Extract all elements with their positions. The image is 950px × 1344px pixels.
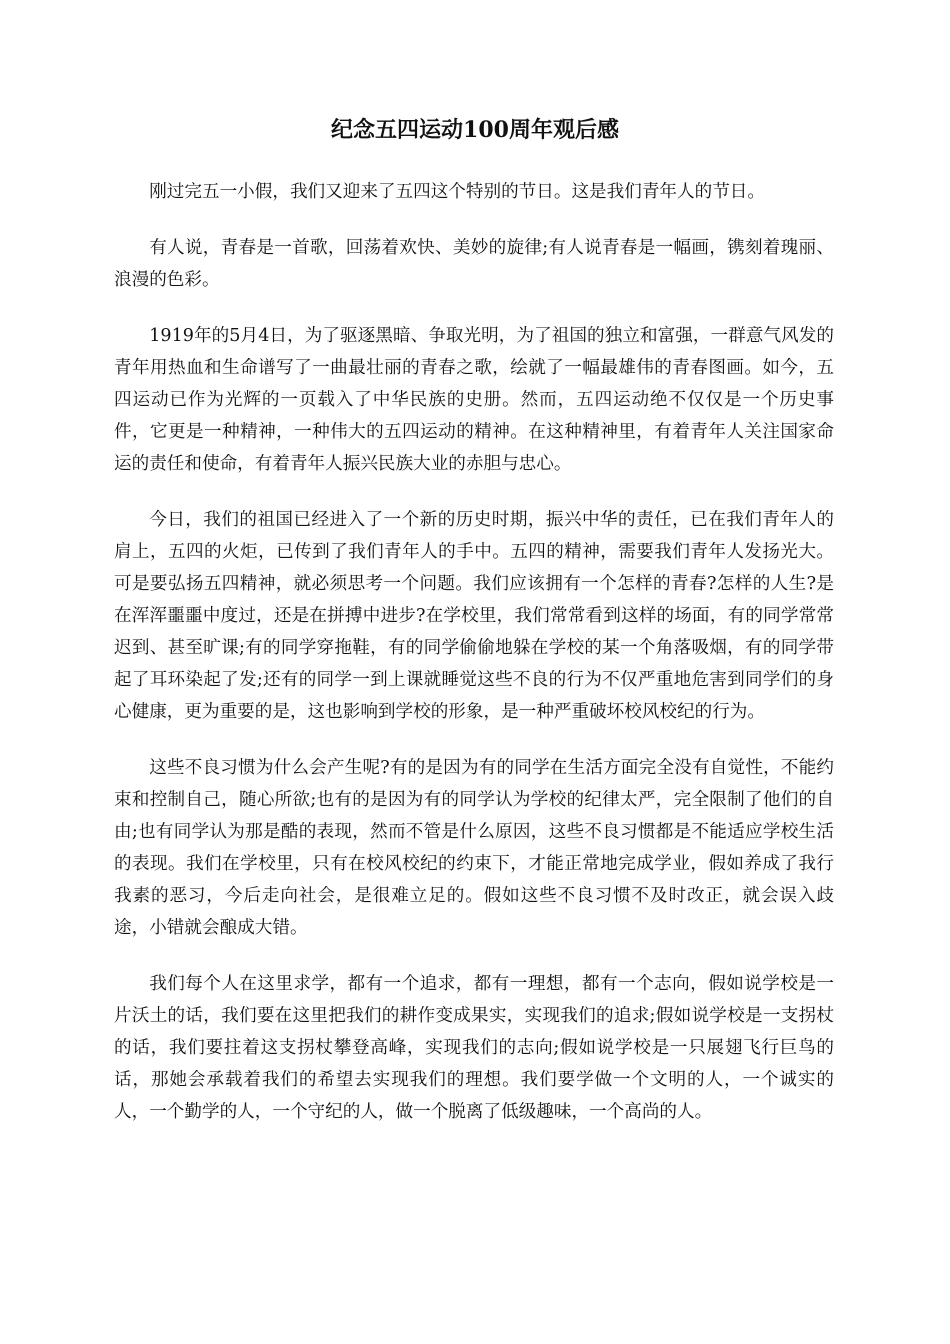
paragraph-1: 刚过完五一小假，我们又迎来了五四这个特别的节日。这是我们青年人的节日。	[149, 182, 765, 202]
paragraph-2: 有人说，青春是一首歌，回荡着欢快、美妙的旋律;有人说青春是一幅画，镌刻着瑰丽、浪漫的色彩。	[114, 238, 834, 290]
paragraph-3: 1919年的5月4日，为了驱逐黑暗、争取光明，为了祖国的独立和富强，一群意气风发的青年用热血和生命谱写了一曲最壮丽的青春之歌，绘就了一幅最雄伟的青春图画。如今，五四运动已作为光辉的一页载入了中华民族的史册。然而，五四运动绝不仅仅是一个历史事件，它更是一种精神，一种伟大的五四运动的精神。在这种精神里，有着青年人关注国家命运的责任和使命，有着青年人振兴民族大业的赤胆与忠心。	[114, 326, 834, 474]
document-title: 纪念五四运动100周年观后感	[331, 117, 619, 143]
paragraph-4: 今日，我们的祖国已经进入了一个新的历史时期，振兴中华的责任，已在我们青年人的肩上，五四的火炬，已传到了我们青年人的手中。五四的精神，需要我们青年人发扬光大。可是要弘扬五四精神，就必须思考一个问题。我们应该拥有一个怎样的青春?怎样的人生?是在浑浑噩噩中度过，还是在拼搏中进步?在学校里，我们常常看到这样的场面，有的同学常常迟到、甚至旷课;有的同学穿拖鞋，有的同学偷偷地躲在学校的某一个角落吸烟，有的同学带起了耳环染起了发;还有的同学一到上课就睡觉这些不良的行为不仅严重地危害到同学们的身心健康，更为重要的是，这也影响到学校的形象，是一种严重破坏校风校纪的行为。	[114, 510, 834, 722]
paragraph-5: 这些不良习惯为什么会产生呢?有的是因为有的同学在生活方面完全没有自觉性，不能约束和控制自己，随心所欲;也有的是因为有的同学认为学校的纪律太严，完全限制了他们的自由;也有同学认为那是酷的表现，然而不管是什么原因，这些不良习惯都是不能适应学校生活的表现。我们在学校里，只有在校风校纪的约束下，才能正常地完成学业，假如养成了我行我素的恶习，今后走向社会，是很难立足的。假如这些不良习惯不及时改正，就会误入歧途，小错就会酿成大错。	[114, 758, 834, 938]
paragraph-6: 我们每个人在这里求学，都有一个追求，都有一理想，都有一个志向，假如说学校是一片沃土的话，我们要在这里把我们的耕作变成果实，实现我们的追求;假如说学校是一支拐杖的话，我们要拄着这支拐杖攀登高峰，实现我们的志向;假如说学校是一只展翅飞行巨鸟的话，那她会承载着我们的希望去实现我们的理想。我们要学做一个文明的人，一个诚实的人，一个勤学的人，一个守纪的人，做一个脱离了低级趣味，一个高尚的人。	[114, 974, 834, 1122]
document-body	[114, 176, 834, 1152]
